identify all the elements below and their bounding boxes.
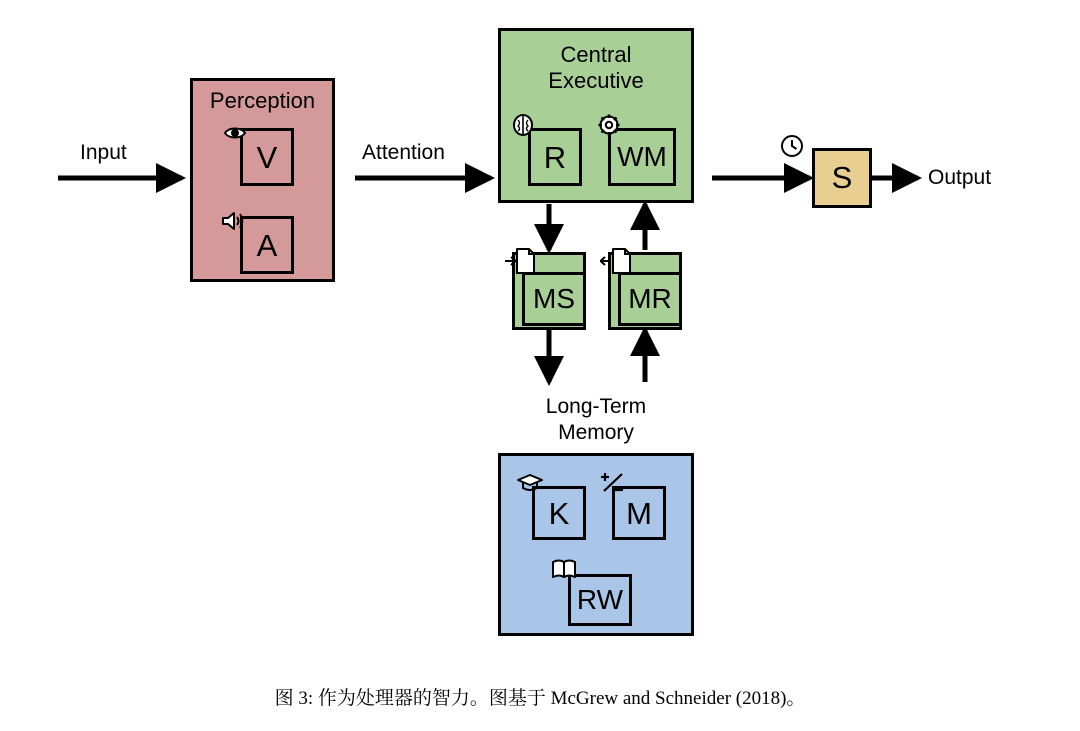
node-memory-retrieval-label: MR — [628, 283, 672, 314]
speaker-icon — [220, 208, 246, 234]
node-speed[interactable] — [812, 148, 872, 208]
perception-title: Perception — [209, 88, 316, 113]
input-label: Input — [80, 141, 127, 164]
clock-icon — [778, 132, 804, 158]
node-visual-label: V — [256, 139, 278, 175]
central-executive-title-line2: Executive — [548, 68, 644, 93]
file-in-icon — [504, 246, 530, 272]
node-knowledge-label: K — [548, 495, 570, 531]
plus-minus-icon — [598, 470, 624, 496]
node-reasoning-label: R — [543, 139, 567, 175]
figure-caption: 图 3: 作为处理器的智力。图基于 McGrew and Schneider (2018)。 — [274, 688, 806, 709]
node-auditory-label: A — [256, 227, 278, 263]
node-speed-label: S — [831, 160, 853, 195]
node-math-label: M — [626, 495, 652, 531]
central-executive-title-line1: Central — [560, 42, 632, 67]
file-out-icon — [600, 246, 626, 272]
open-book-icon — [550, 556, 576, 582]
graduation-cap-icon — [516, 470, 542, 496]
long-term-memory-label-line1: Long-Term — [545, 395, 647, 418]
long-term-memory-label-line2: Memory — [558, 421, 634, 444]
eye-icon — [222, 120, 248, 146]
node-memory-storage[interactable] — [522, 272, 586, 326]
node-working-memory-label: WM — [617, 141, 667, 172]
gear-icon — [596, 112, 622, 138]
attention-label: Attention — [362, 141, 445, 164]
brain-icon — [510, 112, 536, 138]
node-visual[interactable] — [240, 128, 294, 186]
node-memory-storage-label: MS — [533, 283, 575, 314]
node-reading-writing-label: RW — [576, 584, 624, 615]
output-label: Output — [928, 166, 992, 189]
node-auditory[interactable] — [240, 216, 294, 274]
node-reasoning[interactable] — [528, 128, 582, 186]
node-memory-retrieval[interactable] — [618, 272, 682, 326]
